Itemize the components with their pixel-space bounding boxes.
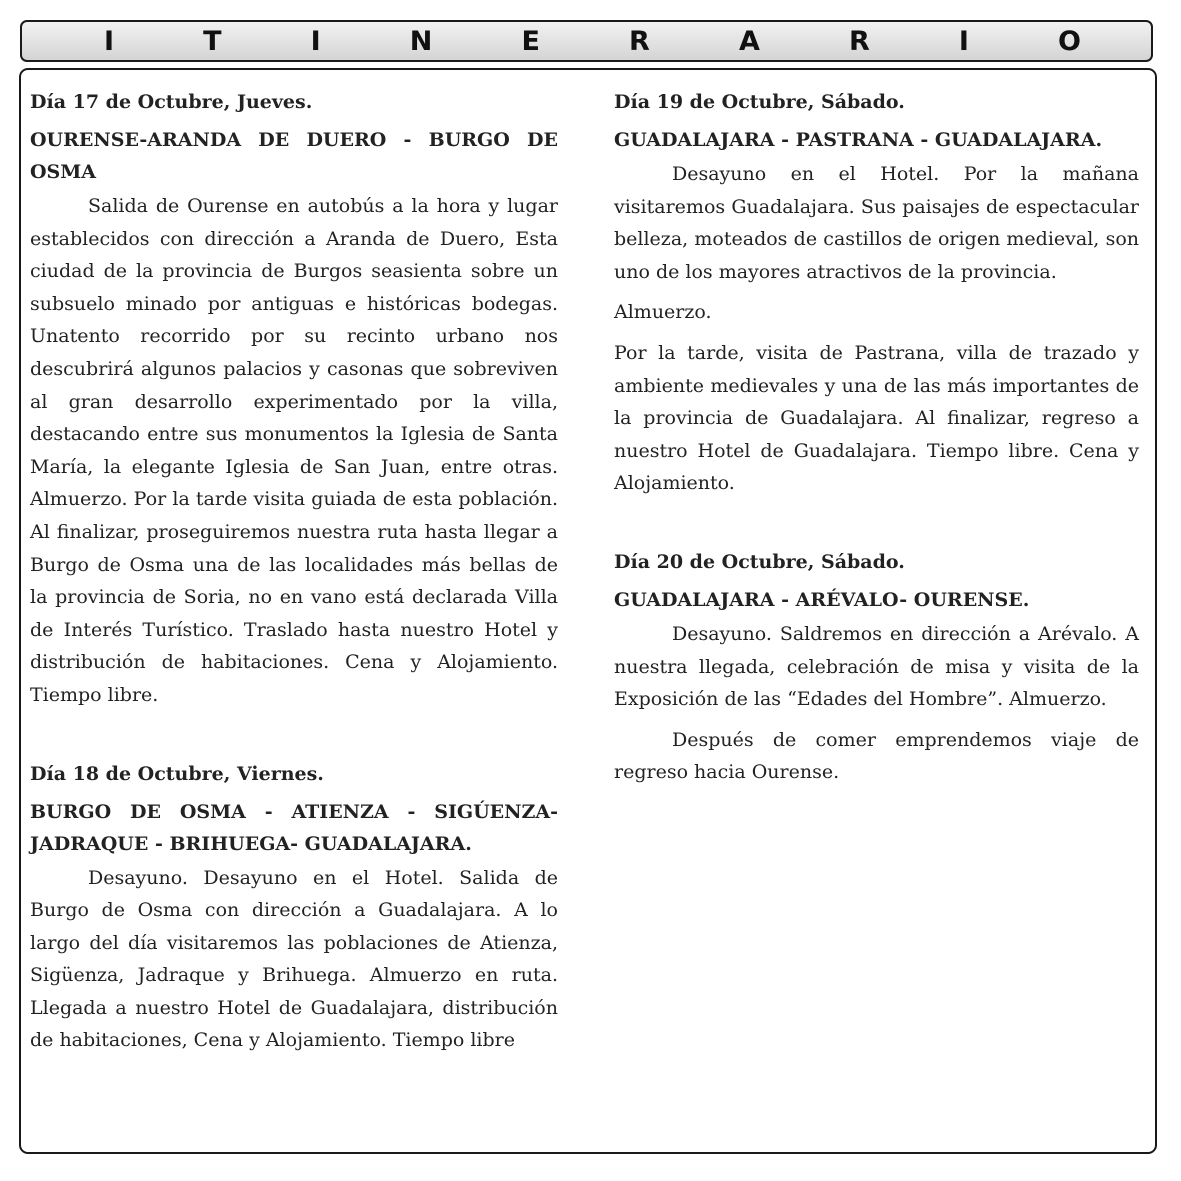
day-18-description: Desayuno. Desayuno en el Hotel. Salida de Burgo de Osma con dirección a Guadalajara. A lo largo del día visitaremos las poblaciones de Atienza, Sigüenza, Jadraque y Brihuega. Almuerzo en ruta. Llegada a nuestro Hotel de Guadalajara, distribución de habitaciones, Cena y Alojamiento. Tiempo libre xyxy=(30,866,558,1052)
title-letter: O xyxy=(1057,25,1081,57)
right-column xyxy=(614,86,1139,797)
itinerary-content-box xyxy=(19,68,1157,1154)
left-column xyxy=(30,86,558,1065)
day-18-section xyxy=(30,758,558,1058)
day-18-route: BURGO DE OSMA - ATIENZA - SIGÚENZA-JADRAQUE - BRIHUEGA- GUADALAJARA. xyxy=(30,800,558,855)
day-20-return: Después de comer emprendemos viaje de regreso hacia Ourense. xyxy=(614,728,1139,784)
day-20-heading: Día 20 de Octubre, Sábado. xyxy=(614,550,905,573)
title-letter: R xyxy=(629,25,650,57)
day-19-route: GUADALAJARA - PASTRANA - GUADALAJARA. xyxy=(614,129,1103,151)
section-spacer xyxy=(30,720,558,758)
itinerary-title-bar xyxy=(20,20,1153,62)
day-19-heading: Día 19 de Octubre, Sábado. xyxy=(614,91,905,113)
day-17-section xyxy=(30,86,558,712)
title-letter: T xyxy=(203,25,222,57)
day-20-section xyxy=(614,546,1139,789)
title-letter: I xyxy=(958,25,969,57)
title-letter: N xyxy=(409,25,433,57)
day-20-description: Desayuno. Saldremos en dirección a Arévalo. A nuestra llegada, celebración de misa y visita de la Exposición de las “Edades del Hombre”. Almuerzo. xyxy=(614,622,1139,711)
title-letter: I xyxy=(104,25,115,57)
title-letter: I xyxy=(310,25,321,57)
day-18-heading: Día 18 de Octubre, Viernes. xyxy=(30,762,324,785)
day-17-heading: Día 17 de Octubre, Jueves. xyxy=(30,91,313,113)
title-letter: A xyxy=(738,25,760,57)
day-19-description-morning: Desayuno en el Hotel. Por la mañana visitaremos Guadalajara. Sus paisajes de espectacular belleza, moteados de castillos de origen medieval, son uno de los mayores atractivos de la provincia. xyxy=(614,163,1139,283)
day-19-lunch: Almuerzo. xyxy=(614,301,712,324)
title-letter: R xyxy=(848,25,870,57)
day-20-route: GUADALAJARA - ARÉVALO- OURENSE. xyxy=(614,588,1030,611)
day-17-description: Salida de Ourense en autobús a la hora y lugar establecidos con dirección a Aranda de Duero, Esta ciudad de la provincia de Burgos seasienta sobre un subsuelo minado por antiguas e históricas bodegas. Unatento recorrido por su recinto urbano nos descubrirá algunos palacios y casonas que sobreviven al gran desarrollo experimentado por la villa, destacando entre sus monumentos la Iglesia de Santa María, la elegante Iglesia de San Juan, entre otras. Almuerzo. Por la tarde visita guiada de esta población. Al finalizar, proseguiremos nuestra ruta hasta llegar a Burgo de Osma una de las localidades más bellas de la provincia de Soria, no en vano está declarada Villa de Interés Turístico. Traslado hasta nuestro Hotel y distribución de habitaciones. Cena y Alojamiento. Tiempo libre. xyxy=(30,195,558,706)
day-19-description-afternoon: Por la tarde, visita de Pastrana, villa de trazado y ambiente medievales y una de las más importantes de la provincia de Guadalajara. Al finalizar, regreso a nuestro Hotel de Guadalajara. Tiempo libre. Cena y Alojamiento. xyxy=(614,341,1139,495)
title-letter: E xyxy=(521,25,540,57)
section-spacer xyxy=(614,508,1139,546)
day-19-section xyxy=(614,86,1139,500)
day-17-route: OURENSE-ARANDA DE DUERO - BURGO DE OSMA xyxy=(30,129,558,183)
